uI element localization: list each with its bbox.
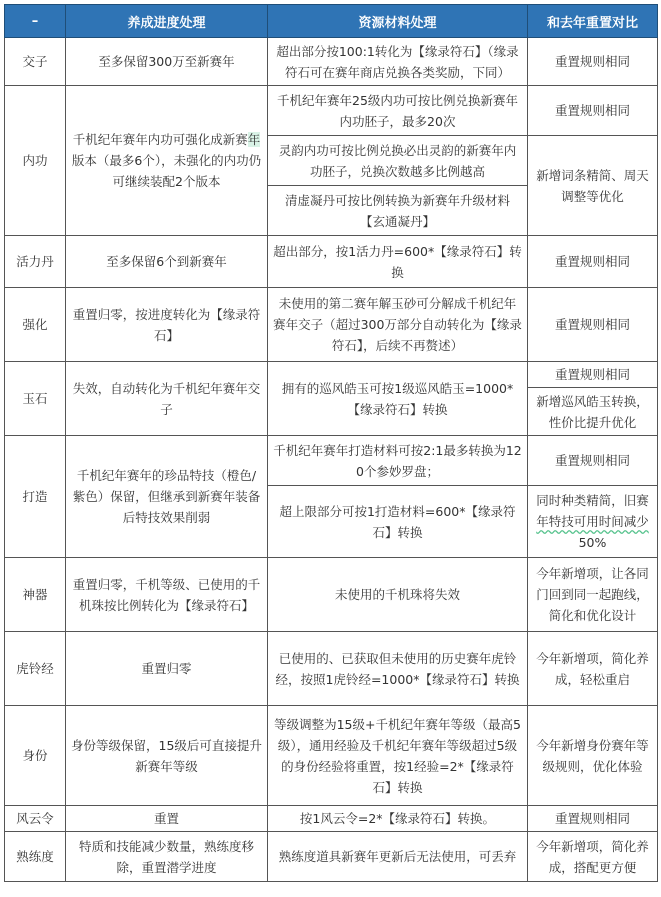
compare-cell: 重置规则相同 [528, 806, 658, 832]
table-row [5, 706, 658, 806]
row-name: 活力丹 [5, 236, 66, 288]
compare-text-a: 新增巡风皓玉转换， [536, 393, 649, 409]
resource-cell: 千机纪年赛年打造材料可按2:1最多转换为120个参妙罗盘； [268, 436, 528, 486]
reset-comparison-table [4, 4, 658, 882]
highlighted-text: 年 [247, 132, 261, 147]
progress-cell: 重置归零，按进度转化为【缘录符石】 [66, 288, 268, 362]
resource-cell: 超出部分按100:1转化为【缘录符石】（缘录符石可在赛年商店兑换各类奖励，下同） [268, 38, 528, 86]
progress-cell [66, 86, 268, 236]
compare-cell: 新增词条精简、周天调整等优化 [528, 136, 658, 236]
compare-cell: 今年新增项，让各同门回到同一起跑线，简化和优化设计 [528, 558, 658, 632]
resource-cell: 等级调整为15级+千机纪年赛年等级（最高5级），通用经验及千机纪年赛年等级超过5级的身份经验将重置，按1经验=2*【缘录符石】转换 [268, 706, 528, 806]
row-name: 虎铃经 [5, 632, 66, 706]
resource-cell: 清虚凝丹可按比例转换为新赛年升级材料【玄通凝丹】 [268, 186, 528, 236]
compare-text-b: 年特技可用时间减少 [536, 514, 649, 529]
row-name: 风云令 [5, 806, 66, 832]
row-name: 交子 [5, 38, 66, 86]
compare-cell [528, 486, 658, 558]
header-progress: 养成进度处理 [66, 5, 268, 38]
header-resource: 资源材料处理 [268, 5, 528, 38]
compare-text-c: 50% [578, 535, 607, 550]
compare-cell: 今年新增项，简化养成，轻松重启 [528, 632, 658, 706]
compare-cell: 今年新增项，简化养成，搭配更方便 [528, 832, 658, 882]
compare-cell: 重置规则相同 [528, 362, 658, 388]
row-name: 强化 [5, 288, 66, 362]
resource-cell: 拥有的巡风皓玉可按1级巡风皓玉=1000*【缘录符石】转换 [268, 362, 528, 436]
resource-cell: 超出部分，按1活力丹=600*【缘录符石】转换 [268, 236, 528, 288]
resource-cell: 超上限部分可按1打造材料=600*【缘录符石】转换 [268, 486, 528, 558]
resource-cell: 千机纪年赛年25级内功可按比例兑换新赛年内功胚子，最多20次 [268, 86, 528, 136]
resource-cell: 灵韵内功可按比例兑换必出灵韵的新赛年内功胚子，兑换次数越多比例越高 [268, 136, 528, 186]
progress-cell: 身份等级保留，15级后可直接提升新赛年等级 [66, 706, 268, 806]
row-name: 神器 [5, 558, 66, 632]
compare-cell: 重置规则相同 [528, 436, 658, 486]
table-row [5, 236, 658, 288]
compare-cell: 今年新增身份赛年等级规则，优化体验 [528, 706, 658, 806]
row-name: 打造 [5, 436, 66, 558]
compare-text-a: 同时种类精简，旧赛 [536, 493, 649, 508]
table-row [5, 632, 658, 706]
table-row [5, 832, 658, 882]
table-row [5, 806, 658, 832]
resource-cell: 按1风云令=2*【缘录符石】转换。 [268, 806, 528, 832]
compare-cell [528, 388, 658, 436]
row-name: 身份 [5, 706, 66, 806]
row-name: 玉石 [5, 362, 66, 436]
progress-cell: 重置归零 [66, 632, 268, 706]
compare-cell: 重置规则相同 [528, 38, 658, 86]
progress-cell: 至多保留300万至新赛年 [66, 38, 268, 86]
compare-cell: 重置规则相同 [528, 86, 658, 136]
resource-cell: 未使用的第二赛年解玉砂可分解成千机纪年赛年交子（超过300万部分自动转化为【缘录符石】，后续不再赘述） [268, 288, 528, 362]
row-name: 熟练度 [5, 832, 66, 882]
compare-cell: 重置规则相同 [528, 236, 658, 288]
progress-cell: 至多保留6个到新赛年 [66, 236, 268, 288]
progress-cell: 重置归零，千机等级、已使用的千机珠按比例转化为【缘录符石】 [66, 558, 268, 632]
header-row [5, 5, 658, 38]
progress-text-b: 版本（最多6个），未强化的内功仍可继续装配2个版本 [71, 153, 262, 189]
header-compare: 和去年重置对比 [528, 5, 658, 38]
progress-cell: 重置 [66, 806, 268, 832]
progress-cell: 特质和技能减少数量，熟练度移除，重置潜学进度 [66, 832, 268, 882]
table-row [5, 38, 658, 86]
compare-cell: 重置规则相同 [528, 288, 658, 362]
table-row [5, 558, 658, 632]
table-row [5, 86, 658, 136]
resource-cell: 已使用的、已获取但未使用的历史赛年虎铃经，按照1虎铃经=1000*【缘录符石】转换 [268, 632, 528, 706]
resource-cell: 熟练度道具新赛年更新后无法使用，可丢弃 [268, 832, 528, 882]
table-row [5, 362, 658, 388]
progress-text-a: 千机纪年赛年内功可强化成新赛 [72, 132, 248, 147]
resource-cell: 未使用的千机珠将失效 [268, 558, 528, 632]
compare-text-b: 性价比提升优化 [548, 414, 637, 430]
progress-cell: 失效，自动转化为千机纪年赛年交子 [66, 362, 268, 436]
table-row [5, 288, 658, 362]
header-category: – [5, 5, 66, 38]
row-name: 内功 [5, 86, 66, 236]
progress-cell: 千机纪年赛年的珍品特技（橙色/紫色）保留，但继承到新赛年装备后特技效果削弱 [66, 436, 268, 558]
table-row [5, 436, 658, 486]
